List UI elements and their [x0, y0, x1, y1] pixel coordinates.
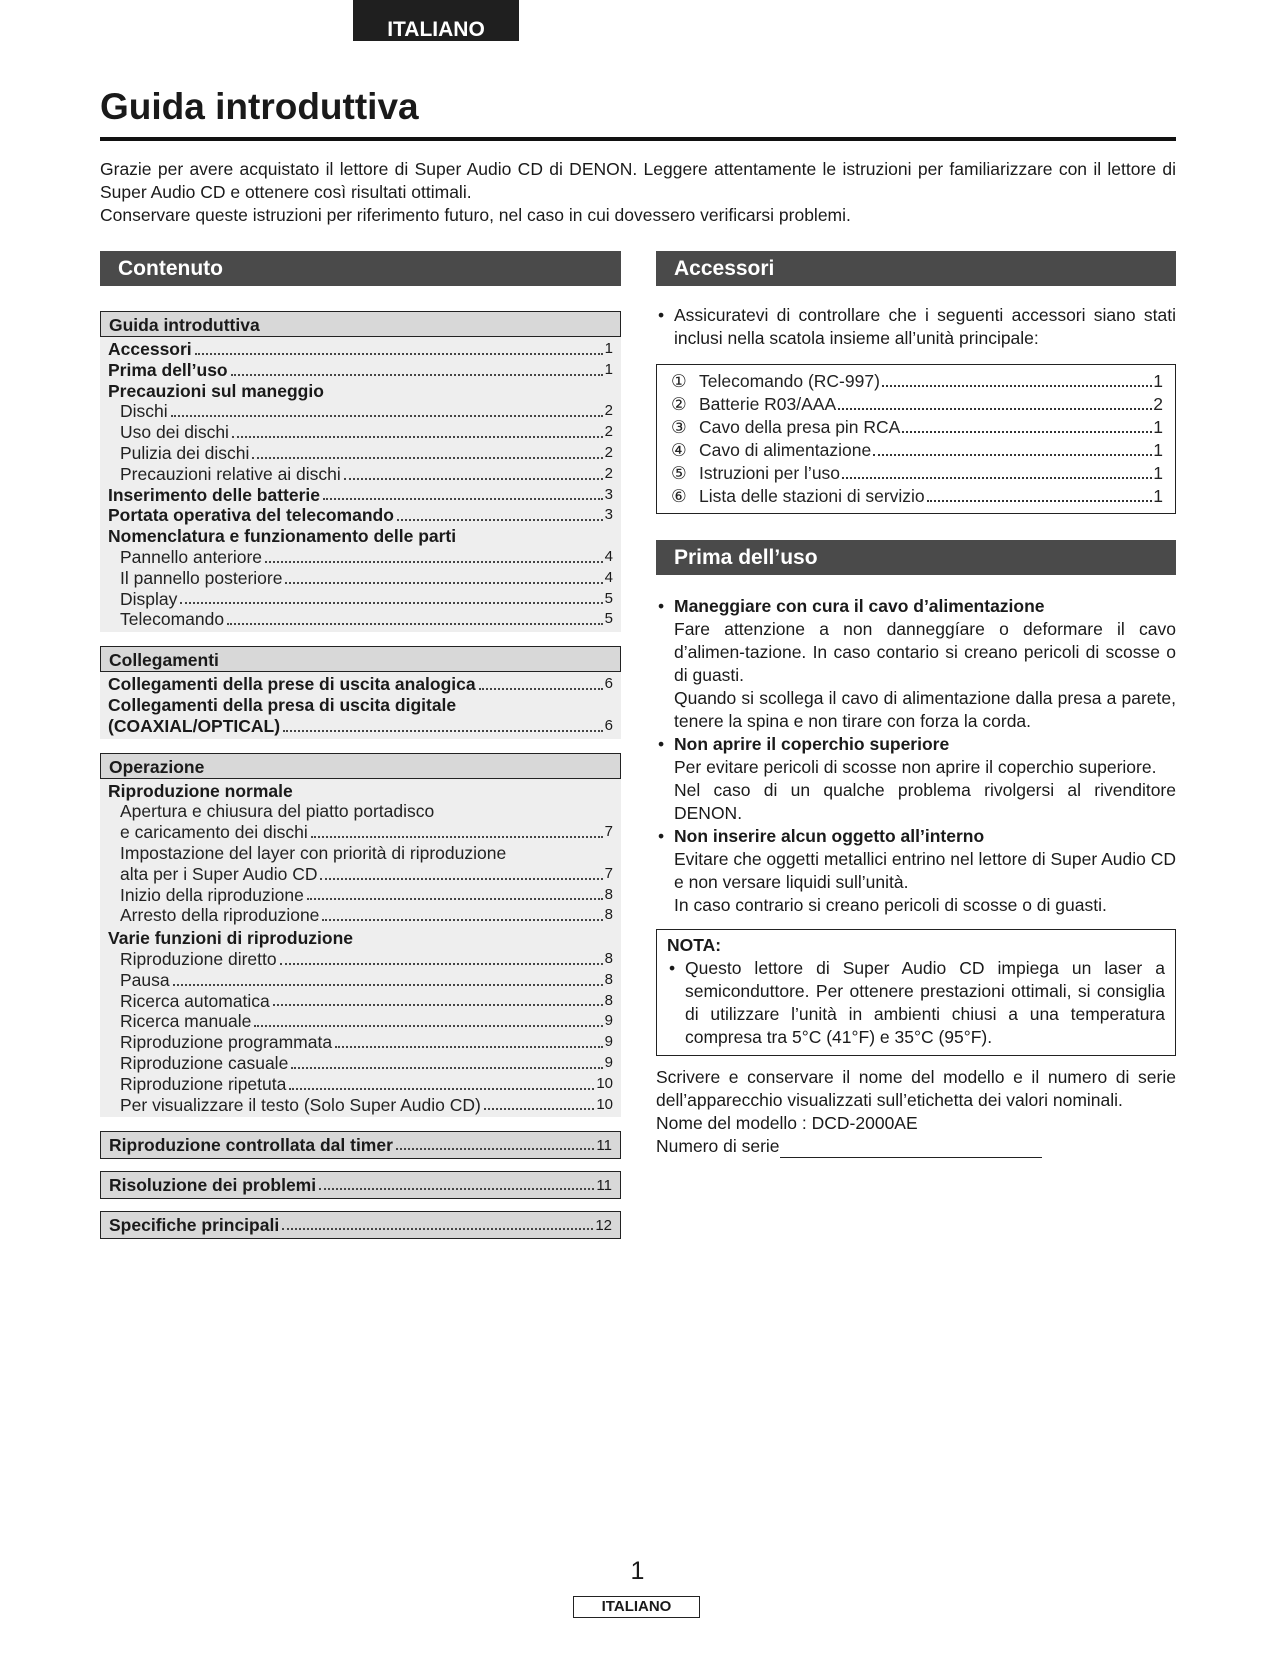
toc-section	[100, 753, 621, 1118]
toc-entry[interactable]: Prima dell’uso 1	[108, 359, 613, 380]
footer-language-tab: ITALIANO	[573, 1596, 700, 1618]
toc-entry[interactable]: Per visualizzare il testo (Solo Super Audio CD) 10	[120, 1094, 613, 1115]
toc-entry[interactable]: Pannello anteriore 4	[120, 546, 613, 567]
toc-entry[interactable]: Risoluzione dei problemi 11	[100, 1171, 621, 1199]
toc-entry[interactable]: Ricerca automatica 8	[120, 990, 613, 1011]
toc-entry: Apertura e chiusura del piatto portadisco	[120, 801, 435, 822]
warning-title: • Maneggiare con cura il cavo d’alimentazione	[674, 596, 1045, 616]
toc-entry[interactable]: Uso dei dischi 2	[120, 422, 613, 443]
toc-entry[interactable]: Telecomando 5	[120, 609, 613, 630]
warning-text: In caso contrario si creano pericoli di scosse o di guasti.	[674, 895, 1107, 915]
toc-entry[interactable]: Riproduzione diretto 8	[120, 948, 613, 969]
right-column	[656, 251, 1176, 1158]
toc-entry[interactable]: Pulizia dei dischi 2	[120, 442, 613, 463]
accessories-list	[656, 364, 1176, 514]
toc-entry[interactable]: Pausa 8	[120, 969, 613, 990]
toc-section-title: Guida introduttiva	[100, 311, 621, 337]
contents-header: Contenuto	[100, 251, 621, 286]
toc-section	[100, 646, 621, 738]
note-text: • Questo lettore di Super Audio CD impiega un laser a semiconduttore. Per ottenere prestazioni ottimali, si consiglia di utilizzare l’unità in ambienti chiusi a una temperatura compresa tra 5°C (41°F) e 35°C (95°F).	[667, 957, 1165, 1049]
toc-entry[interactable]: Portata operativa del telecomando 3	[108, 505, 613, 526]
list-item: ④ Cavo di alimentazione 1	[671, 440, 1163, 460]
toc-entry[interactable]: Inserimento delle batterie 3	[108, 484, 613, 505]
intro-text	[100, 158, 1176, 227]
toc-entry[interactable]: Riproduzione programmata 9	[120, 1032, 613, 1053]
list-item: ⑤ Istruzioni per l’uso 1	[671, 463, 1163, 483]
toc-entry: Impostazione del layer con priorità di riproduzione	[120, 842, 507, 863]
serial-number-line	[780, 1139, 1042, 1158]
intro-paragraph: Conservare queste istruzioni per riferimento futuro, nel caso in cui dovessero verificarsi problemi.	[100, 205, 851, 225]
toc-entry[interactable]: Display 5	[120, 588, 613, 609]
accessories-header: Accessori	[656, 251, 1176, 286]
toc-entry[interactable]: Precauzioni relative ai dischi 2	[120, 463, 613, 484]
toc-entry[interactable]: Riproduzione controllata dal timer 11	[100, 1131, 621, 1159]
serial-number-row	[656, 1135, 1176, 1158]
toc-entry[interactable]: Collegamenti della prese di uscita analogica 6	[108, 674, 613, 695]
warning-item	[656, 595, 1176, 733]
page-number: 1	[630, 1557, 645, 1585]
list-item: ⑥ Lista delle stazioni di servizio 1	[671, 486, 1163, 506]
note-title: NOTA:	[667, 935, 722, 955]
toc-section-title: Collegamenti	[100, 646, 621, 672]
list-item: ③ Cavo della presa pin RCA 1	[671, 417, 1163, 437]
warning-text: Evitare che oggetti metallici entrino nel lettore di Super Audio CD e non versare liquidi sull’unità.	[674, 849, 1176, 892]
toc-entry[interactable]: Arresto della riproduzione 8	[120, 905, 613, 926]
toc-entry[interactable]: Specifiche principali 12	[100, 1211, 621, 1239]
toc-section	[100, 311, 621, 632]
toc-entry: Collegamenti della presa di uscita digitale	[108, 694, 457, 715]
toc-entry[interactable]: Riproduzione casuale 9	[120, 1052, 613, 1073]
toc-entry[interactable]: Dischi 2	[120, 401, 613, 422]
warning-text: Quando si scollega il cavo di alimentazione dalla presa a parete, tenere la spina e non tirare con forza la corda.	[674, 688, 1176, 731]
toc-entry: Riproduzione normale	[108, 780, 293, 801]
page-title: Guida introduttiva	[100, 86, 419, 127]
toc-entry[interactable]: Accessori 1	[108, 339, 613, 359]
warning-text: Nel caso di un qualche problema rivolgersi al rivenditore DENON.	[674, 780, 1176, 823]
toc-entry[interactable]: alta per i Super Audio CD 7	[120, 863, 613, 884]
contents-column	[100, 251, 621, 1239]
toc-entry[interactable]: (COAXIAL/OPTICAL) 6	[108, 715, 613, 736]
toc-entry[interactable]: Ricerca manuale 9	[120, 1011, 613, 1032]
note-box	[656, 929, 1176, 1056]
warning-title: • Non aprire il coperchio superiore	[674, 734, 950, 754]
warning-item	[656, 825, 1176, 917]
list-item: ② Batterie R03/AAA 2	[671, 394, 1163, 414]
toc-entry[interactable]: Riproduzione ripetuta 10	[120, 1073, 613, 1094]
title-rule	[100, 137, 1176, 141]
toc-entry: Varie funzioni di riproduzione	[108, 928, 354, 949]
accessories-intro: • Assicuratevi di controllare che i seguenti accessori siano stati inclusi nella scatola insieme all’unità principale:	[656, 304, 1176, 350]
warning-text: Fare attenzione a non danneggíare o deformare il cavo d’alimen-tazione. In caso contario si creano pericoli di scosse o di guasti.	[674, 619, 1176, 685]
warning-item	[656, 733, 1176, 825]
intro-paragraph: Grazie per avere acquistato il lettore di Super Audio CD di DENON. Leggere attentamente le istruzioni per familiarizzare con il lettore di Super Audio CD e ottenere così risultati ottimali.	[100, 159, 1176, 202]
toc-entry[interactable]: Il pannello posteriore 4	[120, 567, 613, 588]
warning-text: Per evitare pericoli di scosse non aprire il coperchio superiore.	[674, 757, 1157, 777]
list-item: ① Telecomando (RC-997) 1	[671, 371, 1163, 391]
serial-number-label: Numero di serie	[656, 1136, 780, 1156]
warning-title: • Non inserire alcun oggetto all’interno	[674, 826, 985, 846]
record-instructions: Scrivere e conservare il nome del modello e il numero di serie dell’apparecchio visualizzati sull’etichetta dei valori nominali.	[656, 1067, 1176, 1110]
toc-entry[interactable]: Inizio della riproduzione 8	[120, 884, 613, 905]
toc-section-title: Operazione	[100, 753, 621, 779]
toc-entry: Precauzioni sul maneggio	[108, 380, 324, 401]
model-name: Nome del modello : DCD-2000AE	[656, 1113, 918, 1133]
language-tab: ITALIANO	[353, 0, 519, 41]
toc-entry[interactable]: e caricamento dei dischi 7	[120, 822, 613, 843]
before-use-header: Prima dell’uso	[656, 540, 1176, 575]
toc-entry: Nomenclatura e funzionamento delle parti	[108, 526, 457, 547]
